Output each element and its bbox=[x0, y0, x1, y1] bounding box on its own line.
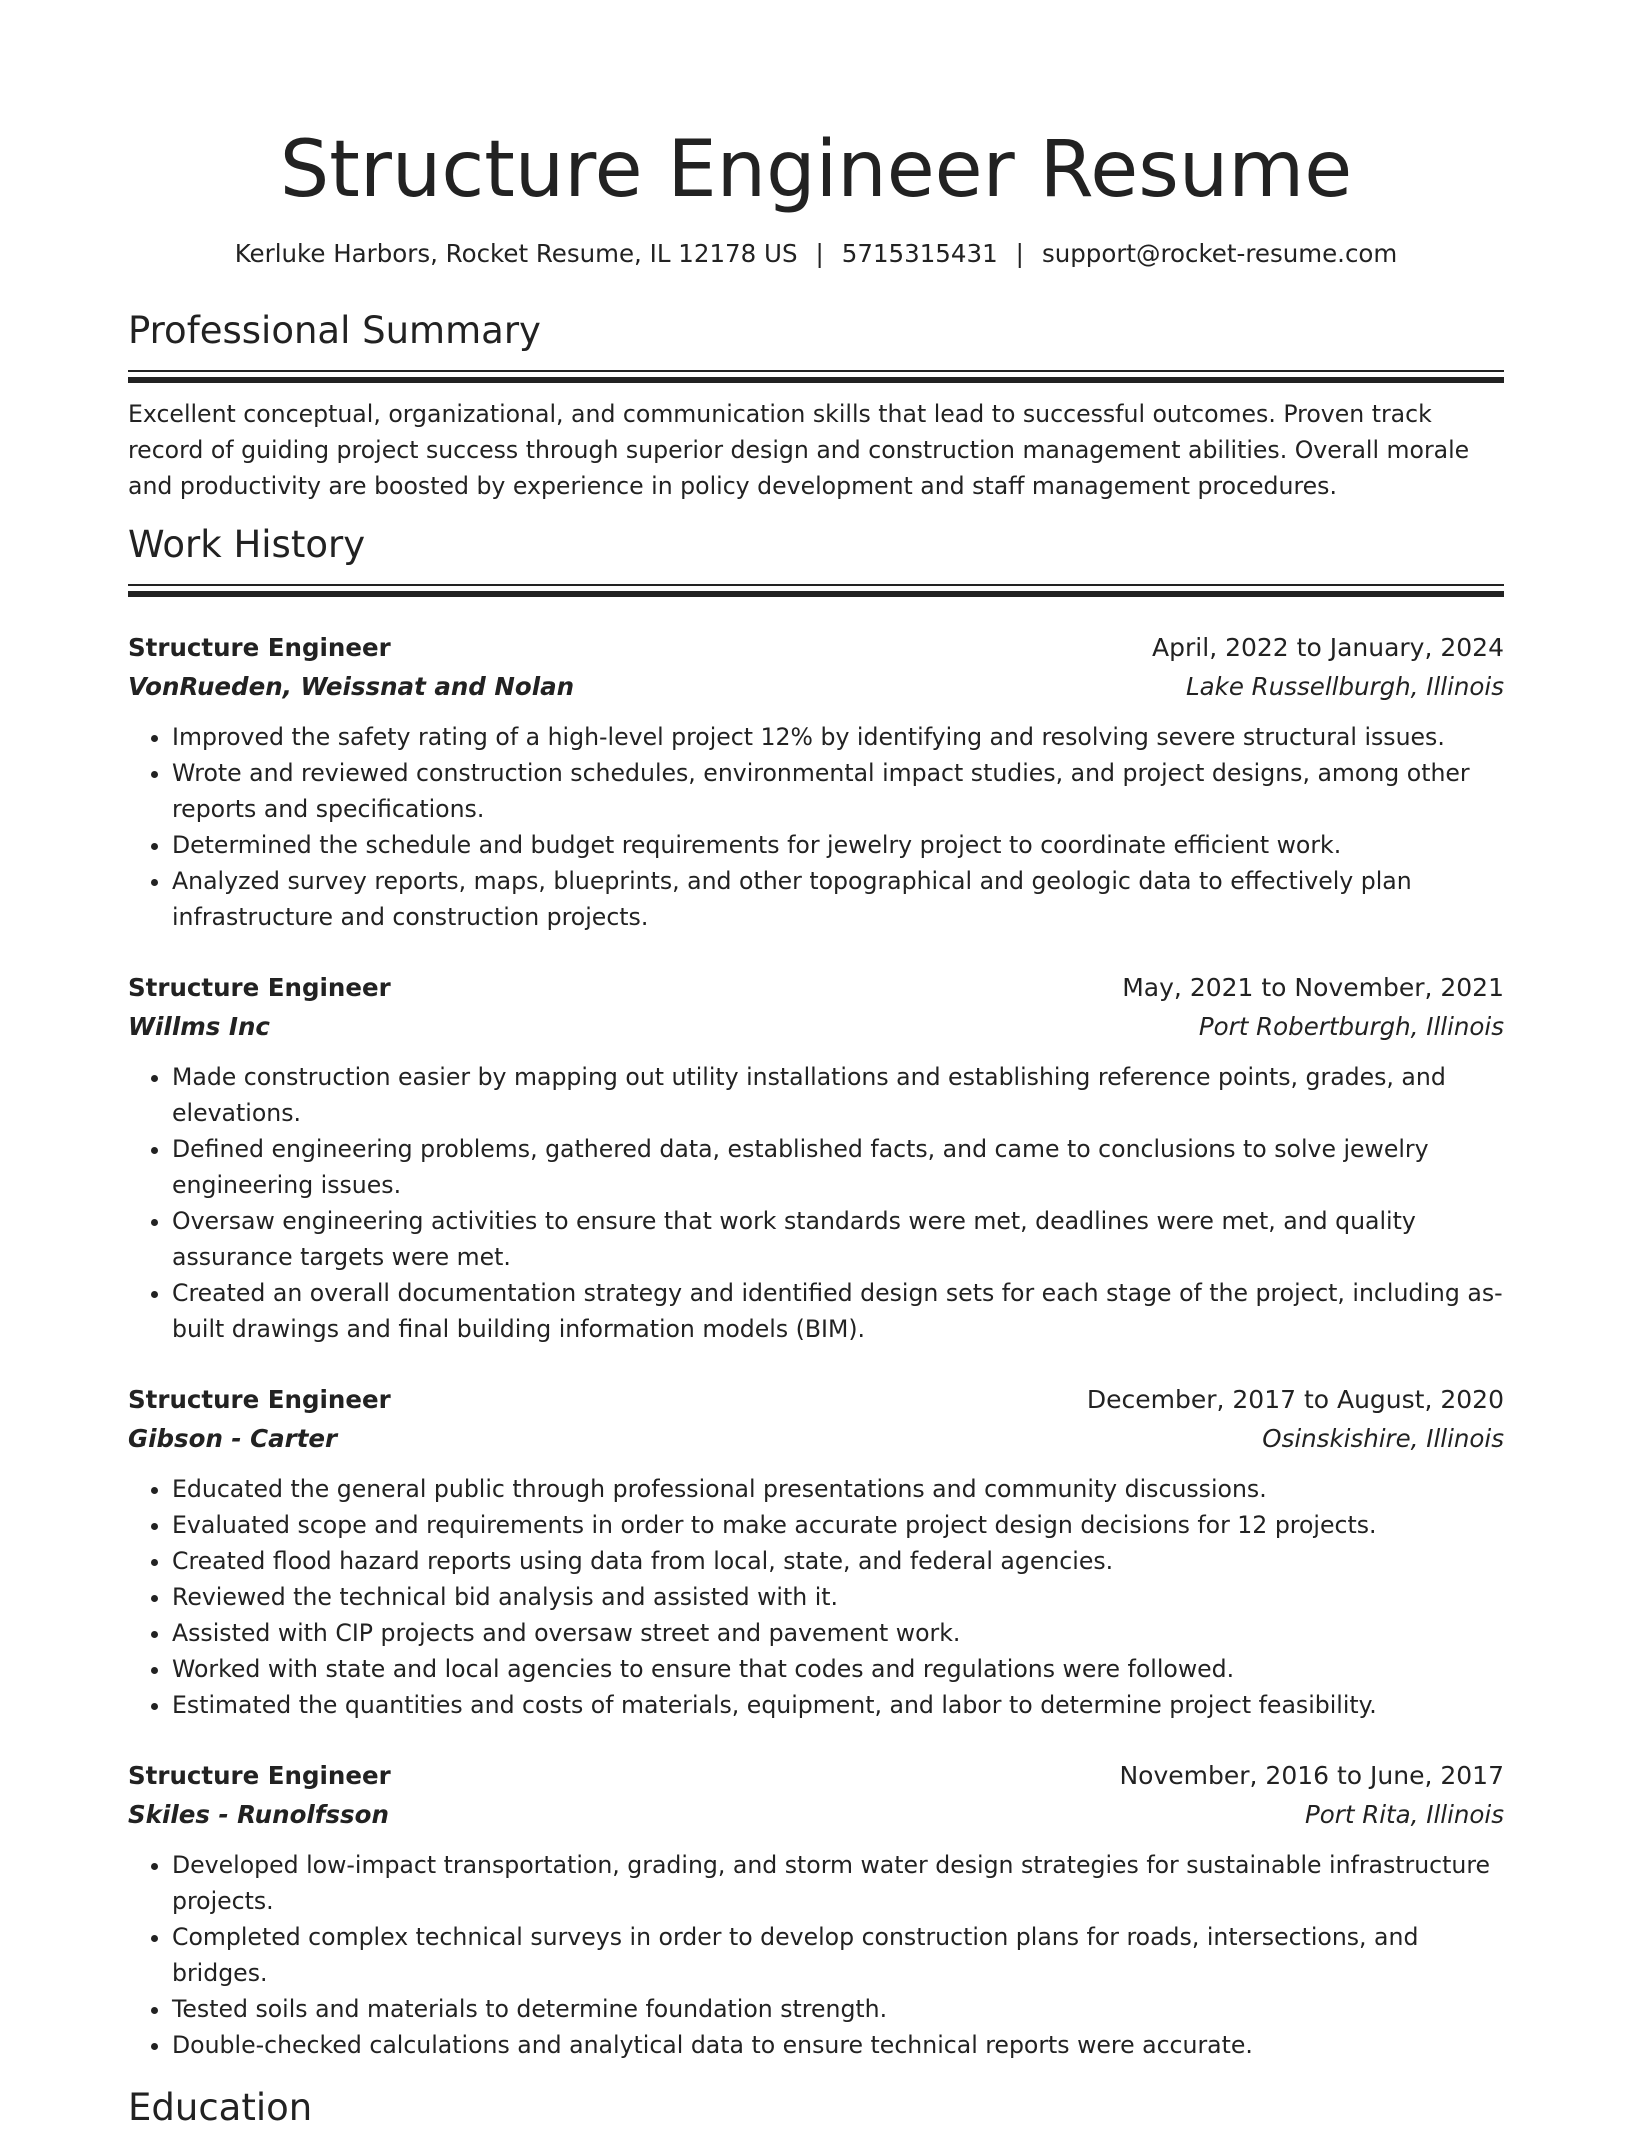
section-divider bbox=[128, 370, 1504, 381]
contact-email: support@rocket-resume.com bbox=[1041, 239, 1398, 268]
resume-page bbox=[128, 0, 1504, 2131]
job-bullet: • Educated the general public through professional presentations and community discussions. bbox=[172, 1471, 1504, 1507]
job-bullet: • Created an overall documentation strategy and identified design sets for each stage of the project, including as-built drawings and final building information models (BIM). bbox=[172, 1275, 1504, 1347]
job-bullet: • Defined engineering problems, gathered data, established facts, and came to conclusions to solve jewelry engineering issues. bbox=[172, 1131, 1504, 1203]
job-bullet: • Double-checked calculations and analytical data to ensure technical reports were accurate. bbox=[172, 2027, 1504, 2063]
job-company: Skiles - Runolfsson bbox=[128, 1800, 389, 1829]
summary-text: Excellent conceptual, organizational, and communication skills that lead to successful outcomes. Proven track record of guiding project success through superior design and construction management abilities. Overall morale and productivity are boosted by experience in policy development and staff management procedures. bbox=[128, 400, 1470, 500]
job-header-row bbox=[128, 1757, 1504, 1795]
job-bullet: • Wrote and reviewed construction schedules, environmental impact studies, and project designs, among other reports and specifications. bbox=[172, 755, 1504, 827]
job-bullet: • Created flood hazard reports using data from local, state, and federal agencies. bbox=[172, 1543, 1504, 1579]
contact-phone: 5715315431 bbox=[841, 239, 998, 268]
job-company-row bbox=[128, 1795, 1504, 1835]
job-company: Willms Inc bbox=[128, 1012, 270, 1041]
job-dates: May, 2021 to November, 2021 bbox=[1122, 973, 1504, 1002]
job-bullet: • Tested soils and materials to determine foundation strength. bbox=[172, 1991, 1504, 2027]
contact-line bbox=[128, 238, 1504, 270]
contact-separator: | bbox=[815, 239, 824, 268]
job-bullet: • Worked with state and local agencies to ensure that codes and regulations were followed. bbox=[172, 1651, 1504, 1687]
education-section bbox=[128, 2085, 1504, 2131]
job-title: Structure Engineer bbox=[128, 1385, 391, 1414]
summary-section bbox=[128, 308, 1504, 504]
job-location: Lake Russellburgh, Illinois bbox=[1185, 672, 1504, 701]
work-history-section bbox=[128, 522, 1504, 2063]
job-company: VonRueden, Weissnat and Nolan bbox=[128, 672, 575, 701]
job-bullet: • Completed complex technical surveys in order to develop construction plans for roads, intersections, and bridges. bbox=[172, 1919, 1504, 1991]
job-bullet-list bbox=[128, 719, 1504, 935]
job-bullet: • Made construction easier by mapping out utility installations and establishing reference points, grades, and elevations. bbox=[172, 1059, 1504, 1131]
job-location: Port Rita, Illinois bbox=[1305, 1800, 1504, 1829]
job-bullet-list bbox=[128, 1847, 1504, 2063]
job-bullet: • Analyzed survey reports, maps, blueprints, and other topographical and geologic data to effectively plan infrastructure and construction projects. bbox=[172, 863, 1504, 935]
job-location: Osinskishire, Illinois bbox=[1262, 1424, 1504, 1453]
job-location: Port Robertburgh, Illinois bbox=[1198, 1012, 1504, 1041]
job-bullet: • Estimated the quantities and costs of materials, equipment, and labor to determine project feasibility. bbox=[172, 1687, 1504, 1723]
job-bullet-list bbox=[128, 1471, 1504, 1723]
section-heading-work-history: Work History bbox=[128, 523, 366, 566]
job-entry bbox=[128, 629, 1504, 935]
job-company-row bbox=[128, 1007, 1504, 1047]
job-bullet-list bbox=[128, 1059, 1504, 1347]
section-divider bbox=[128, 584, 1504, 595]
job-dates: November, 2016 to June, 2017 bbox=[1119, 1761, 1504, 1790]
job-header-row bbox=[128, 1381, 1504, 1419]
job-bullet: • Oversaw engineering activities to ensure that work standards were met, deadlines were met, and quality assurance targets were met. bbox=[172, 1203, 1504, 1275]
job-title: Structure Engineer bbox=[128, 633, 391, 662]
job-header-row bbox=[128, 629, 1504, 667]
contact-address: Kerluke Harbors, Rocket Resume, IL 12178 US bbox=[234, 239, 798, 268]
job-title: Structure Engineer bbox=[128, 973, 391, 1002]
job-bullet: • Developed low-impact transportation, grading, and storm water design strategies for sustainable infrastructure projects. bbox=[172, 1847, 1504, 1919]
section-heading-summary: Professional Summary bbox=[128, 309, 541, 352]
job-bullet: • Evaluated scope and requirements in order to make accurate project design decisions for 12 projects. bbox=[172, 1507, 1504, 1543]
job-entry bbox=[128, 969, 1504, 1347]
job-list bbox=[128, 629, 1504, 2063]
resume-title: Structure Engineer Resume bbox=[279, 125, 1353, 215]
job-dates: April, 2022 to January, 2024 bbox=[1152, 633, 1504, 662]
job-title: Structure Engineer bbox=[128, 1761, 391, 1790]
job-entry bbox=[128, 1757, 1504, 2063]
job-bullet: • Reviewed the technical bid analysis and assisted with it. bbox=[172, 1579, 1504, 1615]
section-heading-education: Education bbox=[128, 2086, 313, 2129]
job-bullet: • Determined the schedule and budget requirements for jewelry project to coordinate efficient work. bbox=[172, 827, 1504, 863]
job-company: Gibson - Carter bbox=[128, 1424, 338, 1453]
job-bullet: • Improved the safety rating of a high-level project 12% by identifying and resolving severe structural issues. bbox=[172, 719, 1504, 755]
job-company-row bbox=[128, 1419, 1504, 1459]
job-company-row bbox=[128, 667, 1504, 707]
job-bullet: • Assisted with CIP projects and oversaw street and pavement work. bbox=[172, 1615, 1504, 1651]
job-dates: December, 2017 to August, 2020 bbox=[1086, 1385, 1504, 1414]
contact-separator: | bbox=[1015, 239, 1024, 268]
job-header-row bbox=[128, 969, 1504, 1007]
job-entry bbox=[128, 1381, 1504, 1723]
